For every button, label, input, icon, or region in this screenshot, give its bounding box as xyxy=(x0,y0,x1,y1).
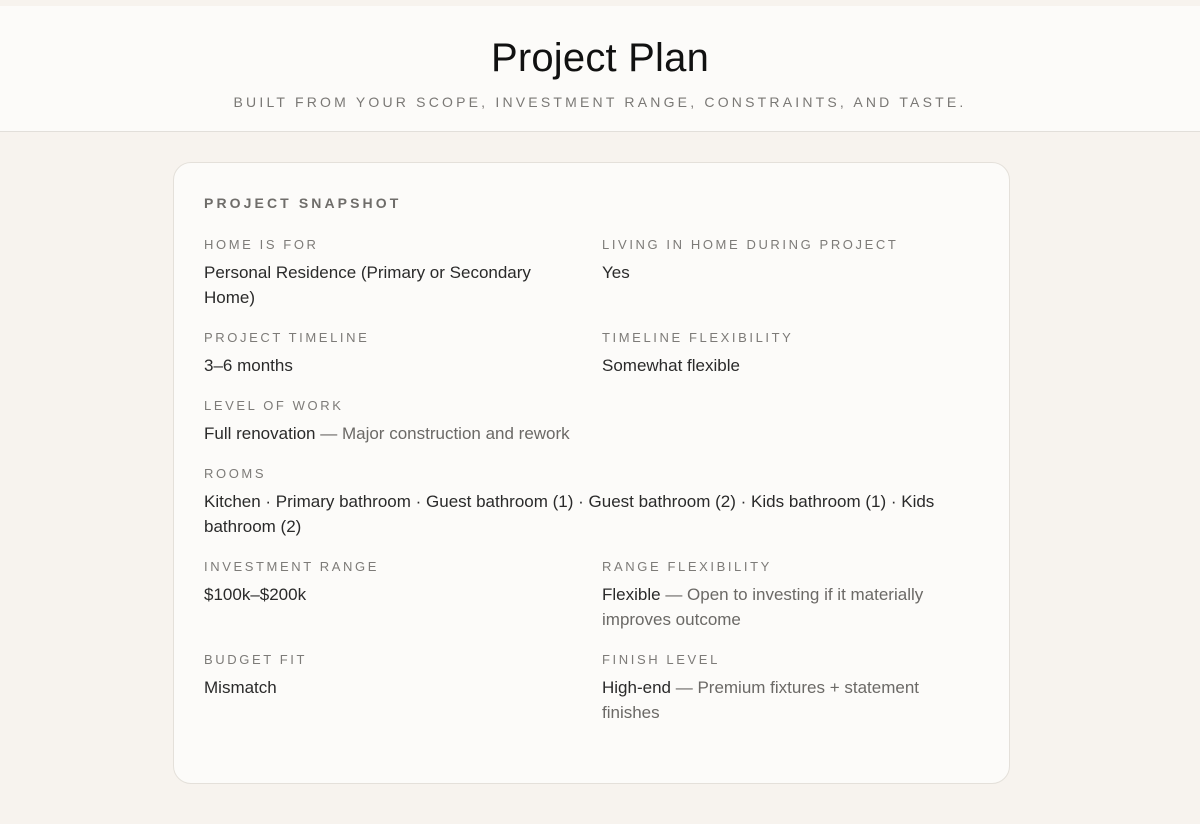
value-main: Flexible xyxy=(602,585,661,604)
value-main: Personal Residence (Primary or Secondary Home) xyxy=(204,263,531,307)
value-main: 3–6 months xyxy=(204,356,293,375)
value-main: Yes xyxy=(602,263,630,282)
field-value xyxy=(602,353,976,378)
page-title: Project Plan xyxy=(490,36,710,80)
field-value xyxy=(602,582,976,632)
section-title: PROJECT SNAPSHOT xyxy=(204,195,402,211)
field-label: RANGE FLEXIBILITY xyxy=(602,559,772,574)
value-main: Somewhat flexible xyxy=(602,356,740,375)
value-description: — Premium fixtures + statement finishes xyxy=(602,678,919,722)
field-home-is-for xyxy=(204,236,578,310)
field-value xyxy=(204,489,964,539)
page-header xyxy=(0,6,1200,132)
field-timeline-flexibility xyxy=(602,329,976,378)
field-label: BUDGET FIT xyxy=(204,652,308,667)
field-range-flexibility xyxy=(602,558,976,632)
field-label: PROJECT TIMELINE xyxy=(204,330,370,345)
field-label: INVESTMENT RANGE xyxy=(204,559,379,574)
value-main: Full renovation xyxy=(204,424,316,443)
value-description: — Major construction and rework xyxy=(315,424,570,443)
value-description: — Open to investing if it materially improves outcome xyxy=(602,585,924,629)
snapshot-fields xyxy=(204,236,979,725)
field-level-of-work xyxy=(204,397,578,446)
project-snapshot-card xyxy=(173,162,1010,784)
field-value xyxy=(602,675,976,725)
page-subtitle: BUILT FROM YOUR SCOPE, INVESTMENT RANGE, CONSTRAINTS, AND TASTE. xyxy=(233,94,967,110)
field-label: LIVING IN HOME DURING PROJECT xyxy=(602,237,899,252)
value-main: $100k–$200k xyxy=(204,585,307,604)
field-value xyxy=(204,675,578,700)
field-empty xyxy=(602,397,976,446)
field-label: HOME IS FOR xyxy=(204,237,319,252)
field-label: TIMELINE FLEXIBILITY xyxy=(602,330,794,345)
field-value xyxy=(204,421,578,446)
field-project-timeline xyxy=(204,329,578,378)
field-finish-level xyxy=(602,651,976,725)
field-label: FINISH LEVEL xyxy=(602,652,720,667)
field-value xyxy=(204,260,578,310)
value-main: Kitchen · Primary bathroom · Guest bathroom (1) · Guest bathroom (2) · Kids bathroom (1) · Kids bathroom (2) xyxy=(204,492,935,536)
field-living-in-home xyxy=(602,236,976,310)
field-label: ROOMS xyxy=(204,466,267,481)
field-rooms xyxy=(204,465,976,539)
field-value xyxy=(204,582,578,607)
field-value xyxy=(602,260,976,285)
field-value xyxy=(204,353,578,378)
field-label: LEVEL OF WORK xyxy=(204,398,344,413)
value-main: Mismatch xyxy=(204,678,277,697)
field-budget-fit xyxy=(204,651,578,725)
value-main: High-end xyxy=(602,678,671,697)
field-investment-range xyxy=(204,558,578,632)
